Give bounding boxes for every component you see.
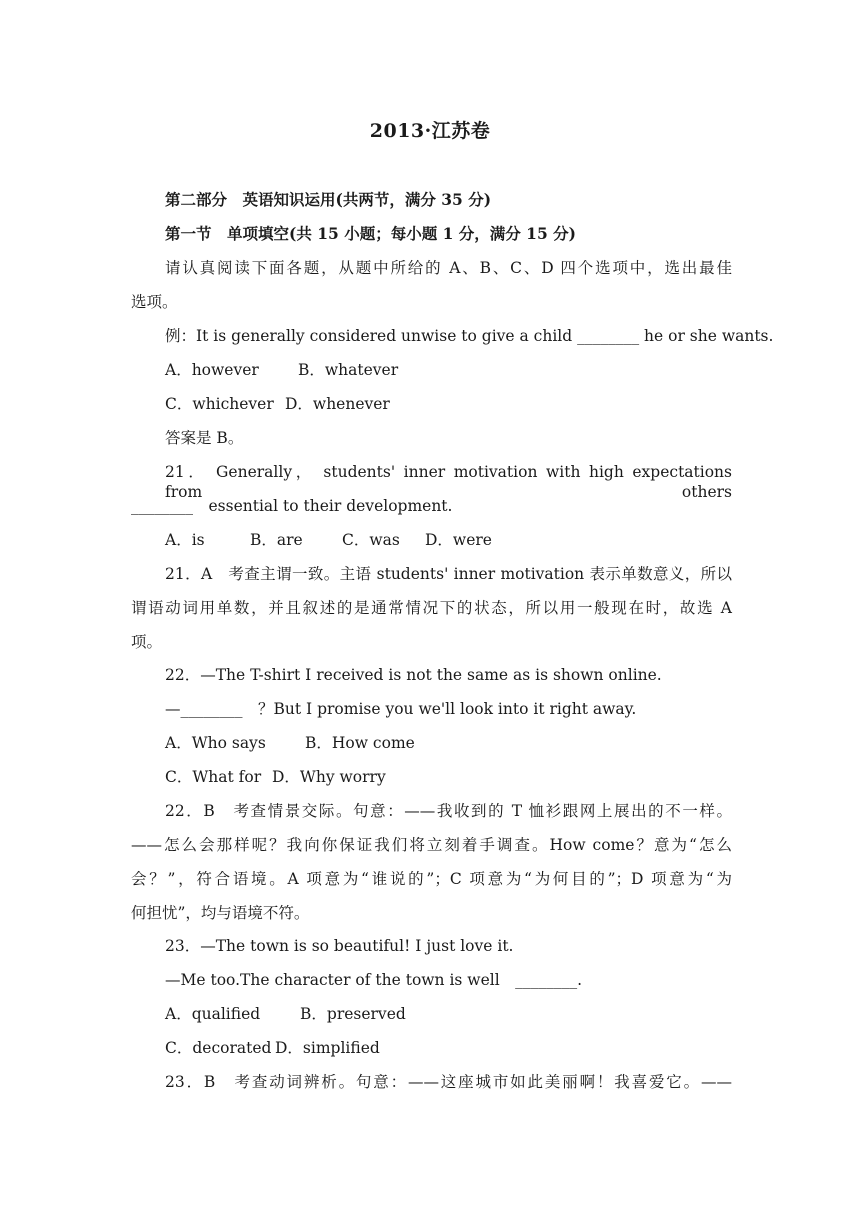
page-title: 2013·江苏卷 (369, 120, 491, 142)
q23-option-c: C．decorated (165, 1039, 272, 1057)
q21-explanation-line-2: 谓语动词用单数，并且叙述的是通常情况下的状态，所以用一般现在时，故选 A (131, 599, 732, 617)
q23-explanation-line-1: 23．B 考查动词辨析。句意：——这座城市如此美丽啊！我喜爱它。—— (165, 1073, 732, 1091)
example-stem: 例：It is generally considered unwise to give a child ________ he or she wants. (165, 327, 774, 345)
q22-stem-line-2: —________ ？But I promise you we'll look into it right away. (165, 700, 637, 718)
q21-option-b: B．are (250, 531, 303, 549)
instructions-line-1: 请认真阅读下面各题，从题中所给的 A、B、C、D 四个选项中，选出最佳 (165, 259, 732, 277)
q22-option-b: B．How come (305, 734, 415, 752)
q23-stem-line-2: —Me too.The character of the town is well ________. (165, 971, 583, 989)
q23-option-d: D．simplified (275, 1039, 380, 1057)
q23-stem-line-1: 23．—The town is so beautiful! I just love it. (165, 937, 514, 955)
example-answer: 答案是 B。 (165, 429, 244, 447)
q22-explanation-line-3: 会？”，符合语境。A 项意为“谁说的”；C 项意为“为何目的”；D 项意为“为 (131, 870, 732, 888)
example-option-d: D．whenever (285, 395, 390, 413)
q22-option-d: D．Why worry (272, 768, 386, 786)
q21-option-d: D．were (425, 531, 492, 549)
q21-explanation-line-1: 21．A 考查主谓一致。主语 students' inner motivation 表示单数意义，所以 (165, 565, 732, 583)
q21-stem-line-1: 21． Generally， students' inner motivation with high expectations from others (165, 463, 732, 501)
subsection-heading: 第一节 单项填空(共 15 小题；每小题 1 分，满分 15 分) (165, 224, 576, 243)
q22-stem-line-1: 22．—The T-shirt I received is not the same as is shown online. (165, 666, 662, 684)
instructions-line-2: 选项。 (131, 293, 178, 311)
q23-option-a: A．qualified (165, 1005, 261, 1023)
example-option-a: A．however (165, 361, 259, 379)
q21-option-c: C．was (342, 531, 400, 549)
example-option-b: B．whatever (298, 361, 399, 379)
q22-explanation-line-1: 22．B 考查情景交际。句意：——我收到的 T 恤衫跟网上展出的不一样。 (165, 802, 732, 820)
q22-option-c: C．What for (165, 768, 262, 786)
q21-option-a: A．is (165, 531, 205, 549)
q22-explanation-line-2: ——怎么会那样呢？我向你保证我们将立刻着手调查。How come？意为“怎么 (131, 836, 732, 854)
q22-option-a: A．Who says (165, 734, 266, 752)
example-option-c: C．whichever (165, 395, 274, 413)
section-heading: 第二部分 英语知识运用(共两节，满分 35 分) (165, 190, 492, 209)
q22-explanation-line-4: 何担忧”，均与语境不符。 (131, 904, 310, 922)
q21-stem-line-2: ________ essential to their development. (131, 497, 453, 515)
q23-option-b: B．preserved (300, 1005, 406, 1023)
q21-explanation-line-3: 项。 (131, 633, 163, 651)
